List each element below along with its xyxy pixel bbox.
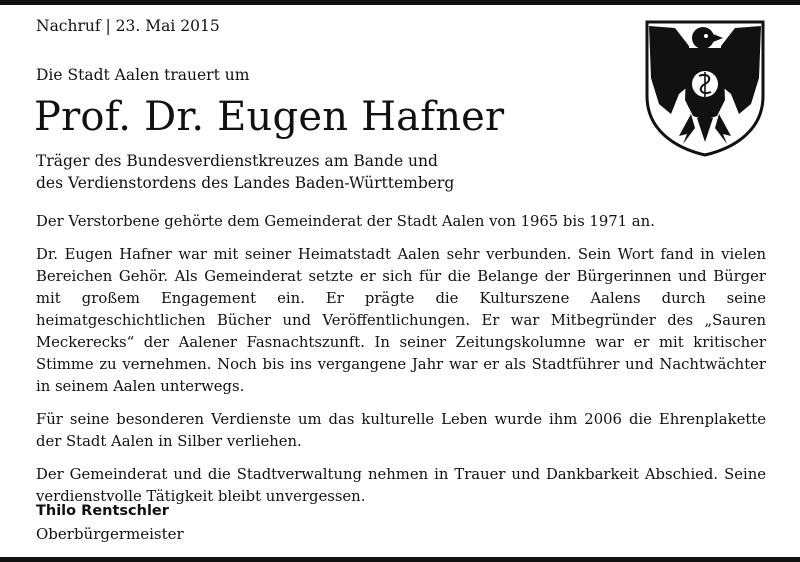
signatory-name: Thilo Rentschler — [36, 503, 169, 519]
deceased-name: Prof. Dr. Eugen Hafner — [34, 94, 505, 140]
honors-line: des Verdienstordens des Landes Baden-Württemberg — [36, 174, 455, 192]
notice-header: Nachruf | 23. Mai 2015 — [36, 17, 220, 35]
aalen-coat-of-arms-eagle-icon — [643, 18, 767, 158]
paragraph: Für seine besonderen Verdienste um das kulturelle Leben wurde ihm 2006 die Ehrenplakette der Stadt Aalen in Silber verliehen. — [36, 411, 766, 450]
paragraph: Der Verstorbene gehörte dem Gemeinderat der Stadt Aalen von 1965 bis 1971 an. — [36, 213, 655, 230]
bottom-rule — [0, 557, 800, 562]
intro-line: Die Stadt Aalen trauert um — [36, 66, 250, 84]
honors — [36, 150, 576, 194]
paragraph: Der Gemeinderat und die Stadtverwaltung nehmen in Trauer und Dankbarkeit Abschied. Seine verdienstvolle Tätigkeit bleibt unvergessen. — [36, 466, 766, 505]
signatory-title: Oberbürgermeister — [36, 525, 184, 543]
obituary-body — [36, 211, 766, 519]
paragraph: Dr. Eugen Hafner war mit seiner Heimatstadt Aalen sehr verbunden. Sein Wort fand in vielen Bereichen Gehör. Als Gemeinderat setzte er sich für die Belange der Bürgerinnen und Bürger mit großem Engagement ein. Er prägte die Kulturszene Aalens durch seine heimatgeschichtlichen Bücher und Veröffentlichungen. Er war Mitbegründer des „Sauren Meckerecks“ der Aalener Fasnachtszunft. In seiner Zeitungskolumne war er mit kritischer Stimme zu vernehmen. Noch bis ins vergangene Jahr war er als Stadtführer und Nachtwächter in seinem Aalen unterwegs. — [36, 246, 766, 395]
top-rule — [0, 0, 800, 5]
honors-line: Träger des Bundesverdienstkreuzes am Bande und — [36, 152, 438, 170]
